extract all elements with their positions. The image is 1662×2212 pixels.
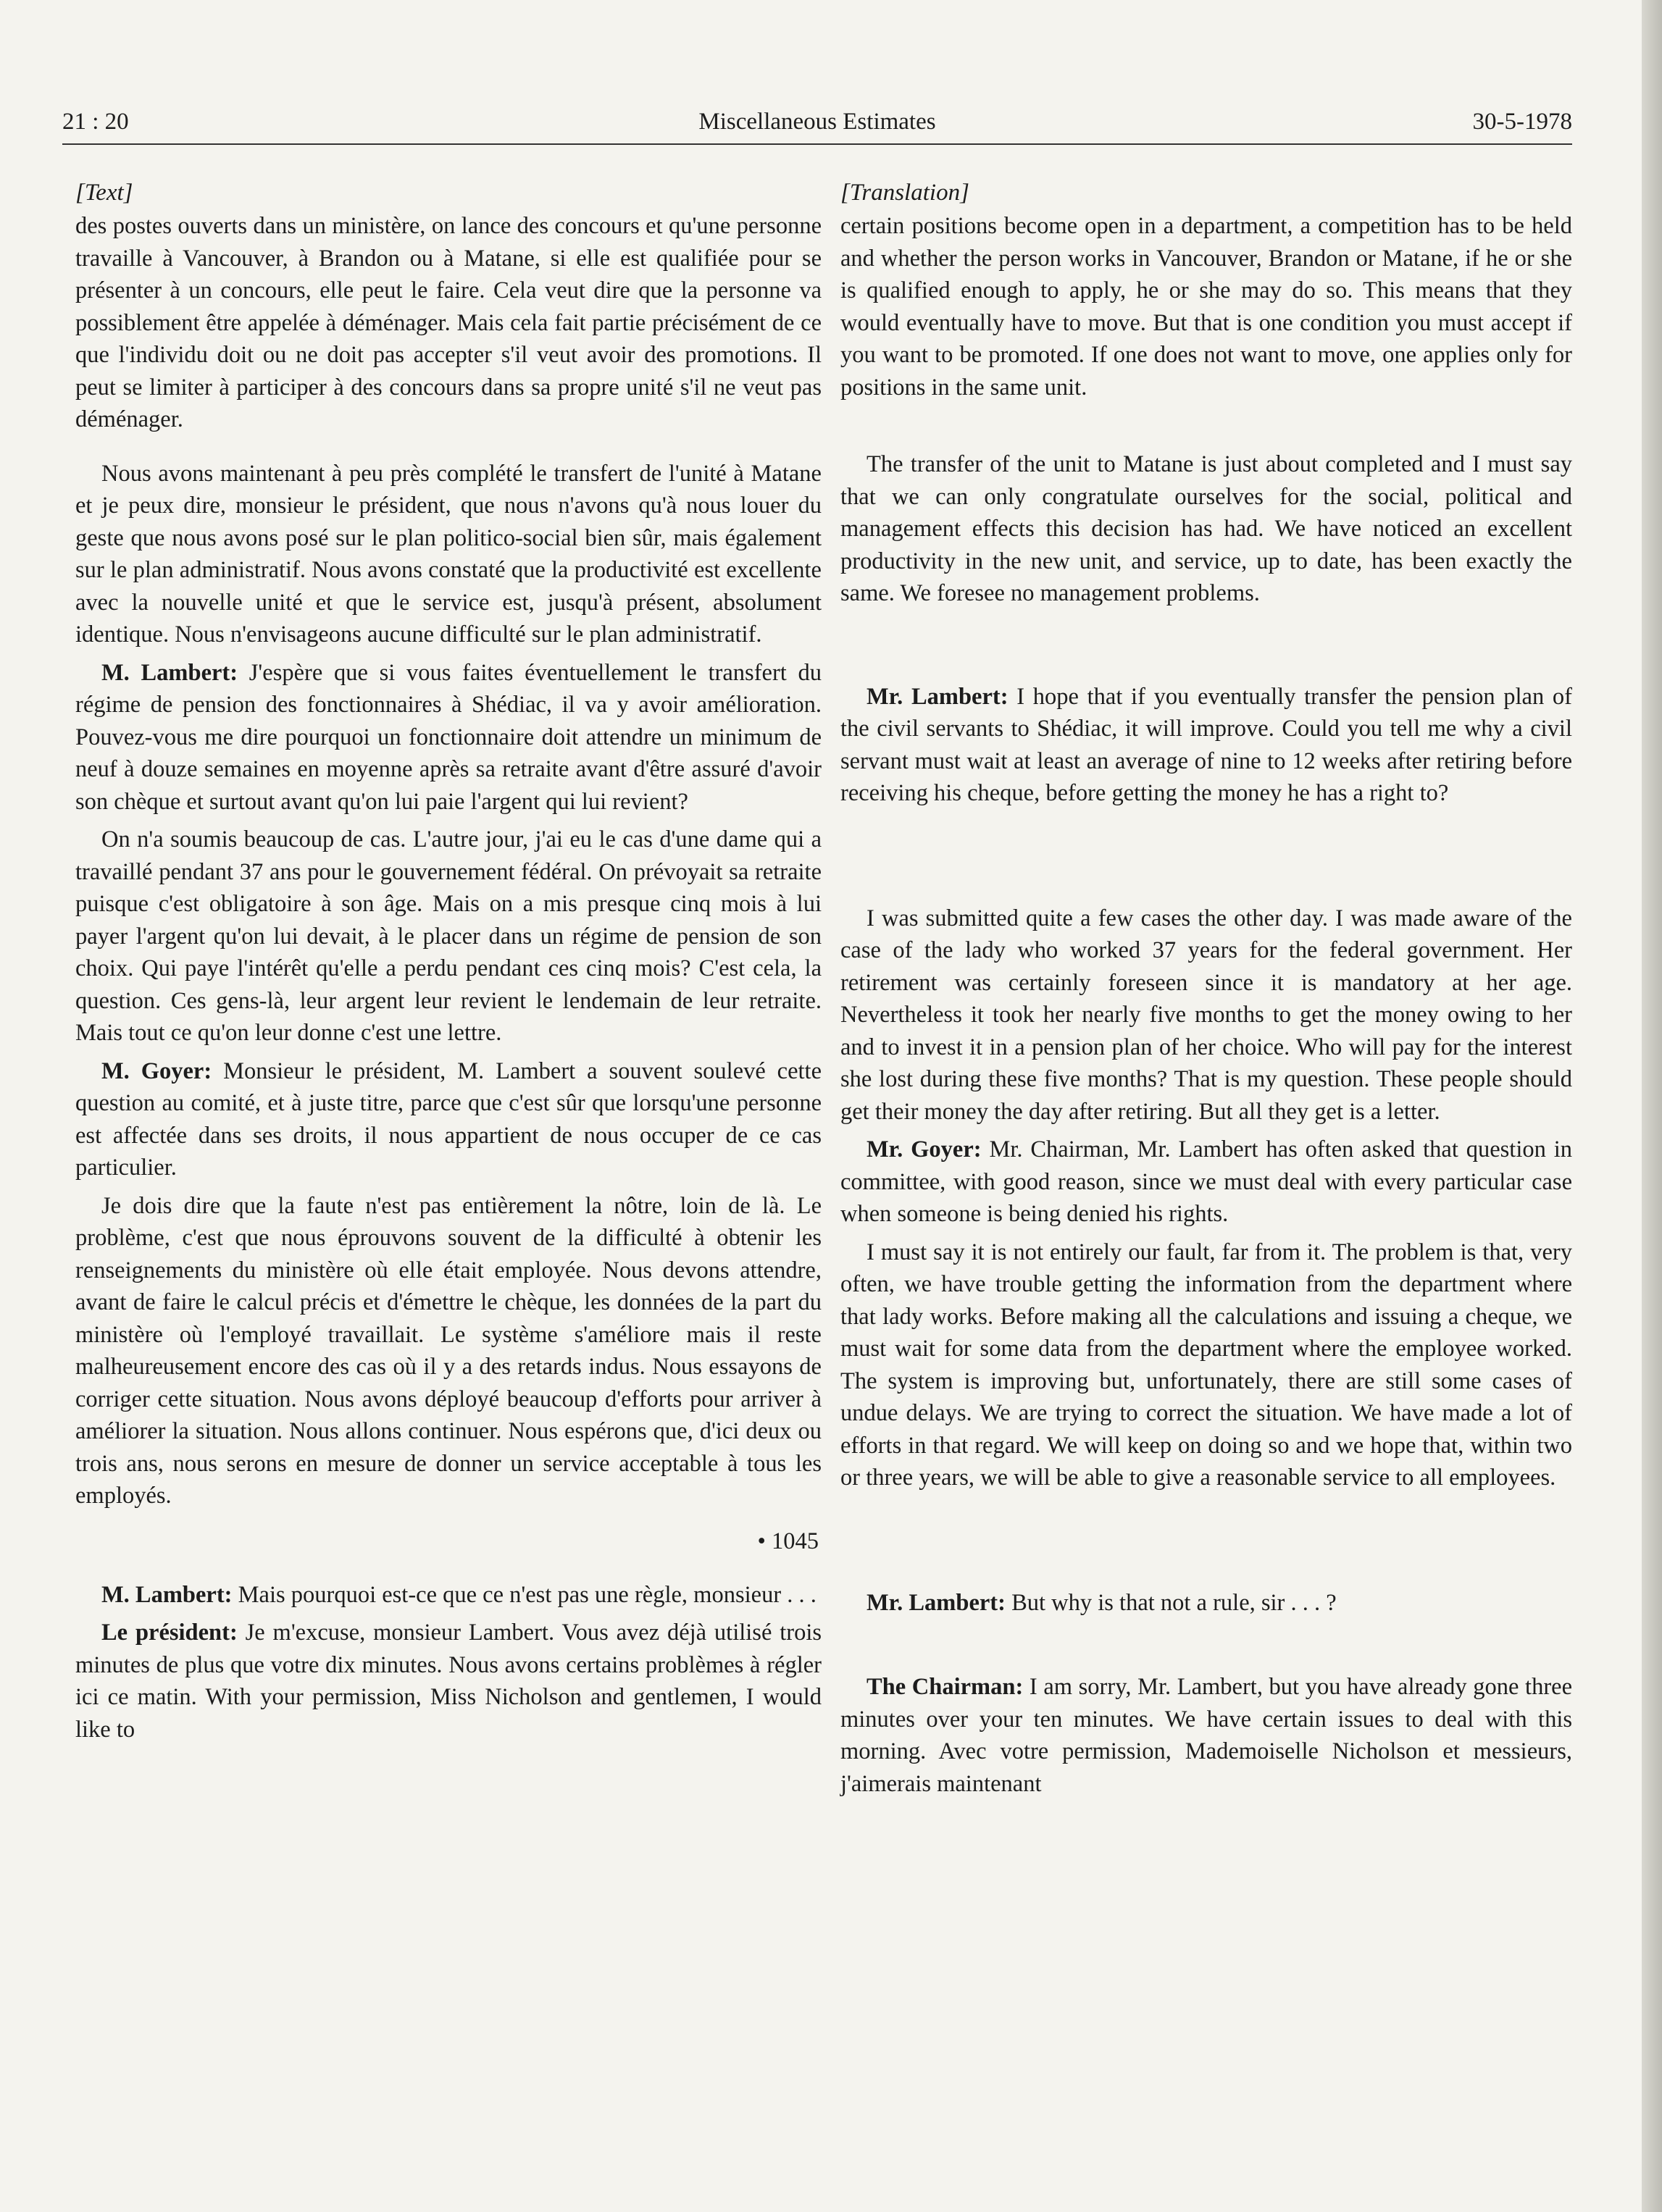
speaker-name: Mr. Lambert: bbox=[867, 1589, 1006, 1616]
paragraph: Nous avons maintenant à peu près complété le transfert de l'unité à Matane et je peux dire, monsieur le président, que nous n'avons qu'à nous louer du geste que nous avons posé sur le plan politico-social bien sûr, mais également sur le plan administratif. Nous avons constaté que la productivité est excellente avec la nouvelle unité et que le service est, jusqu'à présent, absolument identique. Nous n'envisageons aucune difficulté sur le plan administratif. bbox=[75, 460, 822, 648]
speaker-name: M. Lambert: bbox=[101, 659, 238, 686]
speech-text: Mr. Chairman, Mr. Lambert has often asked that question in committee, with good reason, since we must deal with every particular case when someone is being denied his rights. bbox=[840, 1136, 1573, 1227]
column-label-translation: [Translation] bbox=[840, 180, 969, 206]
speech-paragraph bbox=[840, 1671, 1572, 1800]
column-label-text: [Text] bbox=[75, 180, 133, 206]
paragraph: The transfer of the unit to Matane is just about completed and I must say that we can only congratulate ourselves for the social, political and management effects this decision has had. We have noticed an excellent productivity in the new unit, and service, up to date, has been exactly the same. We foresee no management problems. bbox=[840, 451, 1572, 606]
paragraph: On n'a soumis beaucoup de cas. L'autre jour, j'ai eu le cas d'une dame qui a travaillé pendant 37 ans pour le gouvernement fédéral. On prévoyait sa retraite puisque c'est obligatoire à son âge. Mais on a mis presque cinq mois à lui payer l'argent qu'on lui devait, à le placer dans un régime de pension de son choix. Qui paye l'intérêt qu'elle a perdu pendant ces cinq mois? C'est cela, la question. Ces gens-là, leur argent leur revient le lendemain de leur retraite. Mais tout ce qu'on leur donne c'est une lettre. bbox=[75, 826, 822, 1046]
paragraph: Je dois dire que la faute n'est pas entièrement la nôtre, loin de là. Le problème, c'est que nous éprouvons souvent de la difficulté à obtenir les renseignements du ministère où elle était employée. Nous devons attendre, avant de faire le calcul précis et d'émettre le chèque, les données de la part du ministère où l'employé travaillait. Le système s'améliore mais il reste malheureusement encore des cas où il y a des retards indus. Nous essayons de corriger cette situation. Nous avons déployé beaucoup d'efforts pour arriver à améliorer la situation. Nous allons continuer. Nous espérons que, d'ici deux ou trois ans, nous serons en mesure de donner un service acceptable à tous les employés. bbox=[75, 1192, 822, 1509]
speech-paragraph bbox=[840, 681, 1572, 810]
page-number: 21 : 20 bbox=[62, 109, 129, 135]
speech-paragraph bbox=[840, 1134, 1572, 1231]
speaker-name: The Chairman: bbox=[867, 1674, 1024, 1700]
scan-edge bbox=[1642, 0, 1662, 2212]
speech-paragraph bbox=[75, 1617, 822, 1746]
speaker-name: Mr. Goyer: bbox=[867, 1136, 982, 1162]
speech-text: But why is that not a rule, sir . . . ? bbox=[1011, 1589, 1337, 1616]
paragraph: I must say it is not entirely our fault, far from it. The problem is that, very often, we have trouble getting the information from the department where that lady works. Before making all the calculations and issuing a cheque, we must wait for some data from the department where the employee worked. The system is improving but, unfortunately, there are still some cases of undue delays. We are trying to correct the situation. We have made a lot of efforts in that regard. We will keep on doing so and we hope that, within two or three years, we will be able to give a reasonable service to all employees. bbox=[840, 1239, 1572, 1491]
page-header bbox=[62, 107, 1572, 145]
speech-text: I am sorry, Mr. Lambert, but you have already gone three minutes over your ten minutes. We have certain issues to deal with this morning. Avec votre permission, Mademoiselle Nicholson et messieurs, j'aimerais maintenant bbox=[840, 1674, 1573, 1797]
speech-text: J'espère que si vous faites éventuellement le transfert du régime de pension des fonctionnaires à Shédiac, il va y avoir amélioration. Pouvez-vous me dire pourquoi un fonctionnaire doit attendre un minimum de neuf à douze semaines en moyenne après sa retraite avant d'être assuré d'avoir son chèque et surtout avant qu'on lui paie l'argent qui lui revient? bbox=[75, 659, 822, 815]
speaker-name: M. Lambert: bbox=[101, 1581, 233, 1608]
speech-paragraph bbox=[75, 1579, 822, 1612]
document-date: 30-5-1978 bbox=[1472, 109, 1572, 135]
speaker-name: Le président: bbox=[101, 1620, 238, 1646]
speaker-name: M. Goyer: bbox=[101, 1057, 212, 1084]
speech-paragraph bbox=[75, 1055, 822, 1184]
time-marker: • 1045 bbox=[757, 1528, 819, 1554]
speech-text: I hope that if you eventually transfer the pension plan of the civil servants to Shédiac, it will improve. Could you tell me why a civil servant must wait at least an average of nine to 12 weeks after retiring before receiving his cheque, before getting the money he has a right to? bbox=[840, 683, 1573, 806]
speech-paragraph bbox=[840, 1587, 1572, 1620]
paragraph: certain positions become open in a department, a competition has to be held and whether the person works in Vancouver, Brandon or Matane, if he or she is qualified enough to apply, he or she may do so. This means that they would eventually have to move. But that is one condition you must accept if you want to be promoted. If one does not want to move, one applies only for positions in the same unit. bbox=[840, 213, 1572, 401]
speech-text: Mais pourquoi est-ce que ce n'est pas une règle, monsieur . . . bbox=[238, 1581, 817, 1608]
french-column bbox=[75, 177, 822, 1746]
english-column bbox=[840, 177, 1572, 1800]
speaker-name: Mr. Lambert: bbox=[867, 683, 1009, 710]
paragraph: des postes ouverts dans un ministère, on lance des concours et qu'une personne travaille à Vancouver, à Brandon ou à Matane, si elle est qualifiée pour se présenter à un concours, elle peut le faire. Cela veut dire que la personne va possiblement être appelée à déménager. Mais cela fait partie précisément de ce que l'individu doit ou ne doit pas accepter s'il veut avoir des promotions. Il peut se limiter à participer à des concours dans sa propre unité s'il ne veut pas déménager. bbox=[75, 213, 822, 432]
document-title: Miscellaneous Estimates bbox=[698, 109, 936, 135]
paragraph: I was submitted quite a few cases the other day. I was made aware of the case of the lady who worked 37 years for the federal government. Her retirement was certainly foreseen since it is mandatory at her age. Nevertheless it took her nearly five months to get the money owing to her and to invest it in a pension plan of her choice. Who will pay for the interest she lost during these five months? That is my question. These people should get their money the day after retiring. But all they get is a letter. bbox=[840, 905, 1572, 1125]
speech-text: Monsieur le président, M. Lambert a souvent soulevé cette question au comité, et à juste titre, parce que c'est sûr que lorsqu'une personne est affectée dans ses droits, il nous appartient de nous occuper de ce cas particulier. bbox=[75, 1057, 822, 1181]
speech-text: Je m'excuse, monsieur Lambert. Vous avez déjà utilisé trois minutes de plus que votre dix minutes. Nous avons certains problèmes à régler ici ce matin. With your permission, Miss Nicholson and gentlemen, I would like to bbox=[75, 1620, 822, 1743]
speech-paragraph bbox=[75, 657, 822, 818]
